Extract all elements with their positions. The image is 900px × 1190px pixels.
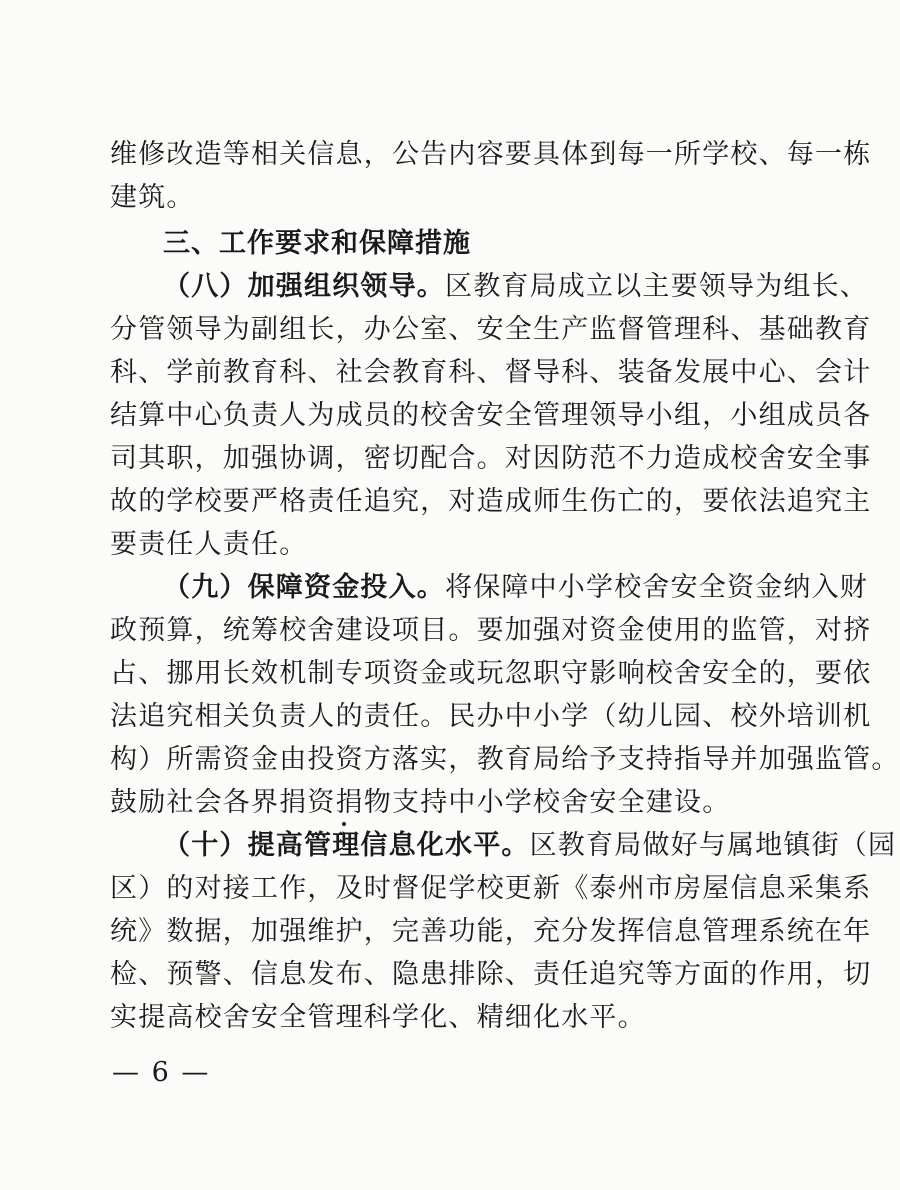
section-heading: 三、工作要求和保障措施: [163, 228, 471, 259]
paragraph-line: 科、学前教育科、社会教育科、督导科、装备发展中心、会计: [110, 357, 872, 388]
paragraph-line: 法追究相关负责人的责任。民办中小学（幼儿园、校外培训机: [110, 701, 872, 732]
paragraph-text: 区教育局成立以主要领导为组长、: [445, 271, 868, 302]
page-number: — 6 —: [112, 1057, 211, 1088]
paragraph-line: 建筑。: [110, 182, 195, 213]
paragraph-lead: （十）提高管理信息化水平。: [163, 830, 530, 861]
paragraph-line: 要责任人责任。: [110, 529, 308, 560]
paragraph-line: 实提高校舍安全管理科学化、精细化水平。: [110, 1002, 646, 1033]
paragraph-first-line: [163, 571, 868, 605]
paragraph-line: 司其职，加强协调，密切配合。对因防范不力造成校舍安全事: [110, 443, 872, 474]
paragraph-line: 维修改造等相关信息，公告内容要具体到每一所学校、每一栋: [110, 139, 872, 170]
paragraph-line: 鼓励社会各界捐资捐物支持中小学校舍安全建设。: [110, 787, 731, 818]
paragraph-lead: （九）保障资金投入。: [163, 572, 445, 603]
paragraph-first-line: [163, 270, 868, 304]
paragraph-line: 占、挪用长效机制专项资金或玩忽职守影响校舍安全的，要依: [110, 658, 872, 689]
paragraph-line: 分管领导为副组长，办公室、安全生产监督管理科、基础教育: [110, 314, 872, 345]
scan-speck: [342, 822, 346, 826]
paragraph-text: 将保障中小学校舍安全资金纳入财: [445, 572, 868, 603]
paragraph-first-line: [163, 829, 897, 863]
paragraph-line: 检、预警、信息发布、隐患排除、责任追究等方面的作用，切: [110, 959, 872, 990]
paragraph-line: 结算中心负责人为成员的校舍安全管理领导小组，小组成员各: [110, 400, 872, 431]
paragraph-line: 政预算，统筹校舍建设项目。要加强对资金使用的监管，对挤: [110, 615, 872, 646]
paragraph-line: 区）的对接工作，及时督促学校更新《泰州市房屋信息采集系: [110, 873, 872, 904]
paragraph-line: 故的学校要严格责任追究，对造成师生伤亡的，要依法追究主: [110, 486, 872, 517]
paragraph-line: 统》数据，加强维护，完善功能，充分发挥信息管理系统在年: [110, 916, 872, 947]
paragraph-text: 区教育局做好与属地镇街（园: [529, 830, 897, 861]
paragraph-line: 构）所需资金由投资方落实，教育局给予支持指导并加强监管。: [110, 744, 900, 775]
paragraph-lead: （八）加强组织领导。: [163, 271, 445, 302]
